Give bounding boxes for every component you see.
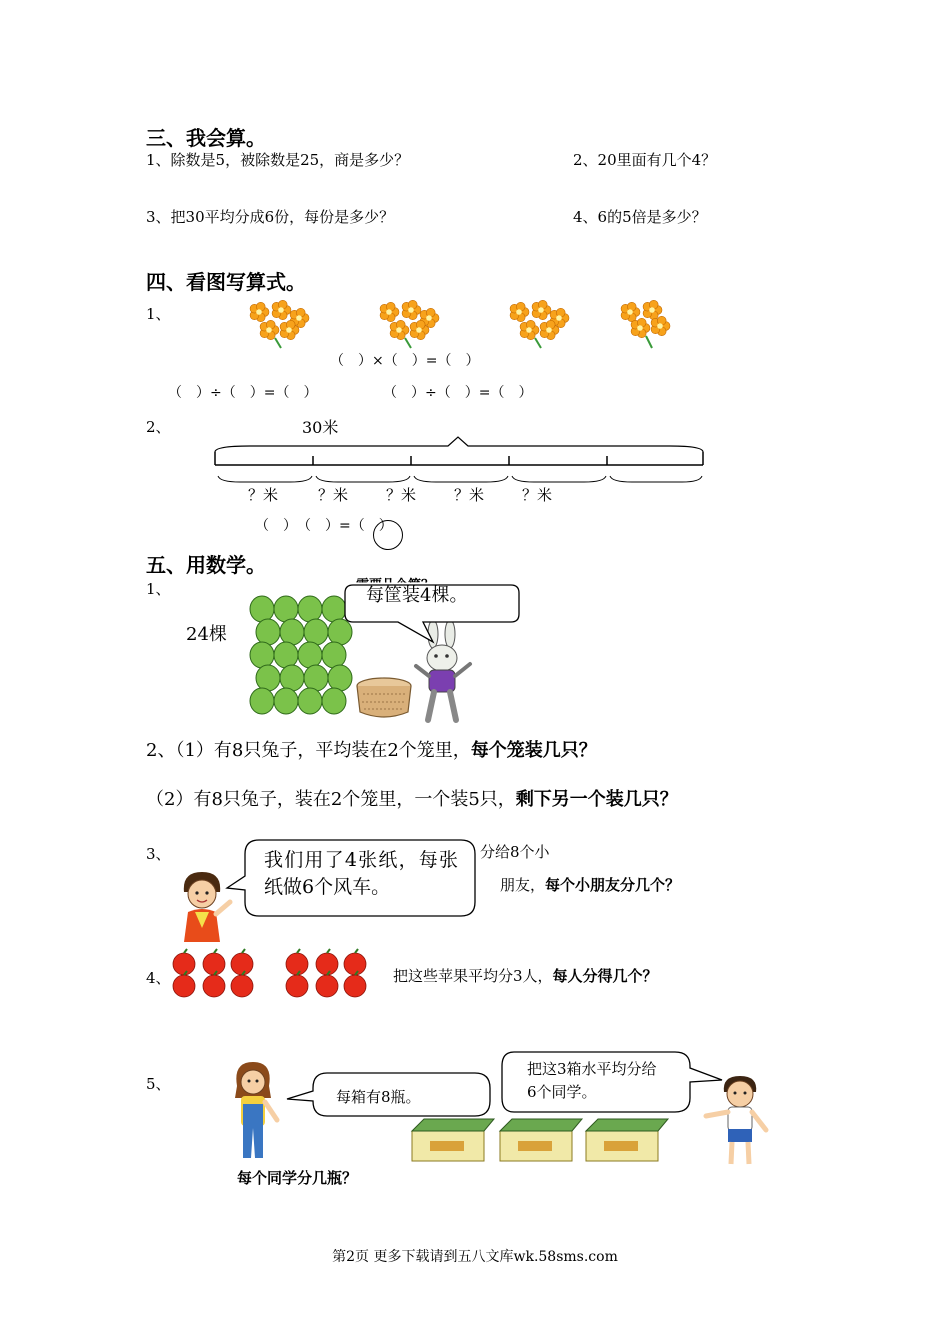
segment-label-5: ？米: [522, 486, 553, 504]
flower-group-2-icon: [375, 300, 440, 350]
s3-question-2: 2、20里面有几个4？: [573, 151, 717, 169]
s4-p1-number: 1、: [146, 305, 171, 323]
s5-p3-text-2: 朋友，: [500, 876, 546, 894]
page-footer: 第2页 更多下载请到五八文库wk.58sms.com: [332, 1249, 618, 1265]
s4-p1-multiply-equation: （ ）×（ ）=（ ）: [330, 353, 480, 369]
segment-label-3: ？米: [386, 486, 417, 504]
s5-p2b-text: （2）有8只兔子，装在2个笼里，一个装5只，: [146, 789, 516, 810]
section-4-title: 四、看图写算式。: [146, 270, 306, 294]
flower-group-3-icon: [505, 300, 570, 350]
s3-question-4: 4、6的5倍是多少？: [573, 208, 707, 226]
s5-p4-number: 4、: [146, 969, 171, 987]
s5-p2a-question: 每个笼装几只？: [470, 740, 597, 761]
s3-question-3: 3、把30平均分成6份，每份是多少？: [146, 208, 395, 226]
basket-icon: [355, 676, 413, 720]
section-5-title: 五、用数学。: [146, 553, 266, 577]
cabbage-pile-icon: [248, 595, 353, 720]
total-length-label: 30米: [302, 418, 339, 437]
s4-p1-divide-equation-1: （ ）÷（ ）=（ ）: [168, 385, 318, 401]
s5-p3-text-2-line: [500, 874, 680, 895]
flower-group-4-icon: [618, 300, 673, 350]
segment-diagram: [210, 432, 710, 492]
s4-p2-equation: （ ） （ ）=（ ）: [255, 518, 393, 534]
operator-circle: [373, 520, 403, 550]
segment-label-2: ？米: [318, 486, 349, 504]
section-3-title: 三、我会算。: [146, 126, 266, 150]
cabbage-count: 24棵: [186, 624, 227, 645]
bubble-3-text: 我们用了4张纸，每张纸做6个风车。: [264, 849, 458, 898]
bubble-5-left-text: 每箱有8瓶。: [336, 1088, 421, 1106]
bubble-1-text: 每筐装4棵。: [366, 585, 468, 606]
s5-p2a-line: [146, 736, 597, 762]
s5-p2b-question: 剩下另一个装几只？: [515, 789, 678, 810]
s5-p5-number: 5、: [146, 1075, 171, 1093]
s5-p4-line: [393, 965, 658, 986]
s5-p3-text-1: 分给8个小: [480, 843, 550, 861]
s4-p2-number: 2、: [146, 418, 171, 436]
s5-p5-question: 每个同学分几瓶？: [237, 1169, 358, 1187]
flower-group-1-icon: [245, 300, 310, 350]
s3-question-1: 1、除数是5，被除数是25，商是多少？: [146, 151, 410, 169]
s5-p2a-text: （1）有8只兔子，平均装在2个笼里，: [175, 740, 471, 761]
s5-p3-number: 3、: [146, 845, 171, 863]
girl-icon: [227, 1058, 287, 1168]
apple-group-2-icon: [283, 950, 373, 998]
s5-p2b-line: [146, 785, 678, 811]
bubble-5-right-text: 把这3箱水平均分给6个同学。: [527, 1060, 657, 1101]
s5-p3-question: 每个小朋友分几个？: [545, 876, 681, 894]
s5-p1-number: 1、: [146, 580, 171, 598]
water-boxes-icon: [408, 1115, 668, 1165]
s4-p1-divide-equation-2: （ ）÷（ ）=（ ）: [383, 385, 533, 401]
s5-p2-number: 2、: [146, 740, 176, 761]
boy-2-icon: [700, 1072, 775, 1172]
s5-p4-question: 每人分得几个？: [552, 967, 658, 985]
s5-p4-text: 把这些苹果平均分3人，: [393, 967, 553, 985]
apple-group-1-icon: [170, 950, 260, 998]
segment-label-1: ？米: [248, 486, 279, 504]
segment-label-4: ？米: [454, 486, 485, 504]
